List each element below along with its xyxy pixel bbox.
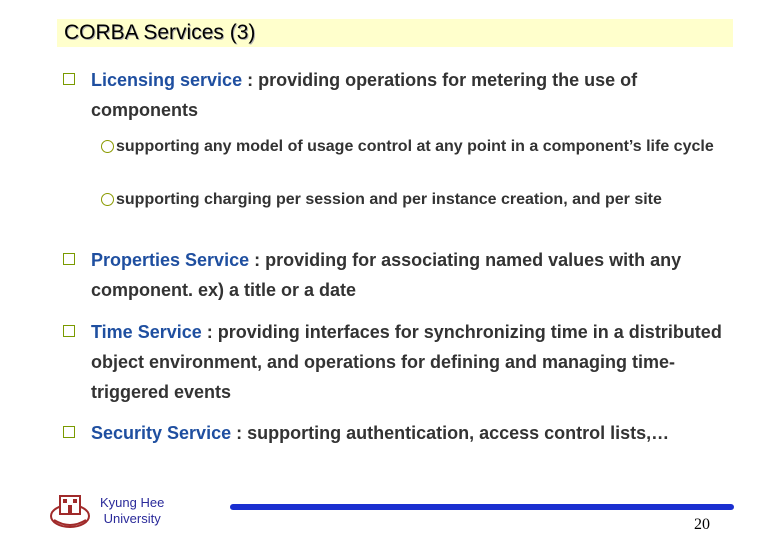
- university-seal-icon: [48, 490, 92, 530]
- university-line-1: Kyung Hee: [100, 495, 165, 510]
- slide-title: CORBA Services (3): [64, 21, 256, 44]
- bullet-properties: [63, 245, 723, 305]
- footer-divider: [230, 504, 734, 510]
- bullet-term: Properties Service: [91, 250, 250, 270]
- sub-bullet-usage-control: [101, 136, 721, 157]
- bullet-time: [63, 317, 723, 407]
- page-number: 20: [694, 516, 710, 533]
- square-bullet-icon: [63, 73, 75, 85]
- bullet-term: Time Service: [91, 322, 202, 342]
- bullet-term: Licensing service: [91, 70, 243, 90]
- bullet-text: : providing for associating named values with any component. ex) a title or a date: [91, 250, 682, 300]
- square-bullet-icon: [63, 325, 75, 337]
- circle-bullet-icon: [101, 193, 114, 206]
- university-name: [100, 495, 164, 527]
- bullet-text: : providing operations for metering the use of components: [91, 70, 638, 120]
- title-bar: [57, 19, 733, 47]
- square-bullet-icon: [63, 426, 75, 438]
- bullet-text: : providing interfaces for synchronizing time in a distributed object environment, and operations for defining and managing time-triggered events: [91, 322, 722, 402]
- square-bullet-icon: [63, 253, 75, 265]
- circle-bullet-icon: [101, 140, 114, 153]
- sub-bullet-charging: [101, 189, 721, 210]
- bullet-text: : supporting authentication, access control lists,…: [231, 423, 670, 443]
- bullet-security: [63, 418, 723, 448]
- bullet-term: Security Service: [91, 423, 232, 443]
- university-line-2: University: [103, 511, 161, 526]
- sub-bullet-text: supporting charging per session and per instance creation, and per site: [116, 191, 662, 208]
- bullet-licensing: [63, 65, 723, 125]
- sub-bullet-text: supporting any model of usage control at any point in a component’s life cycle: [116, 138, 714, 155]
